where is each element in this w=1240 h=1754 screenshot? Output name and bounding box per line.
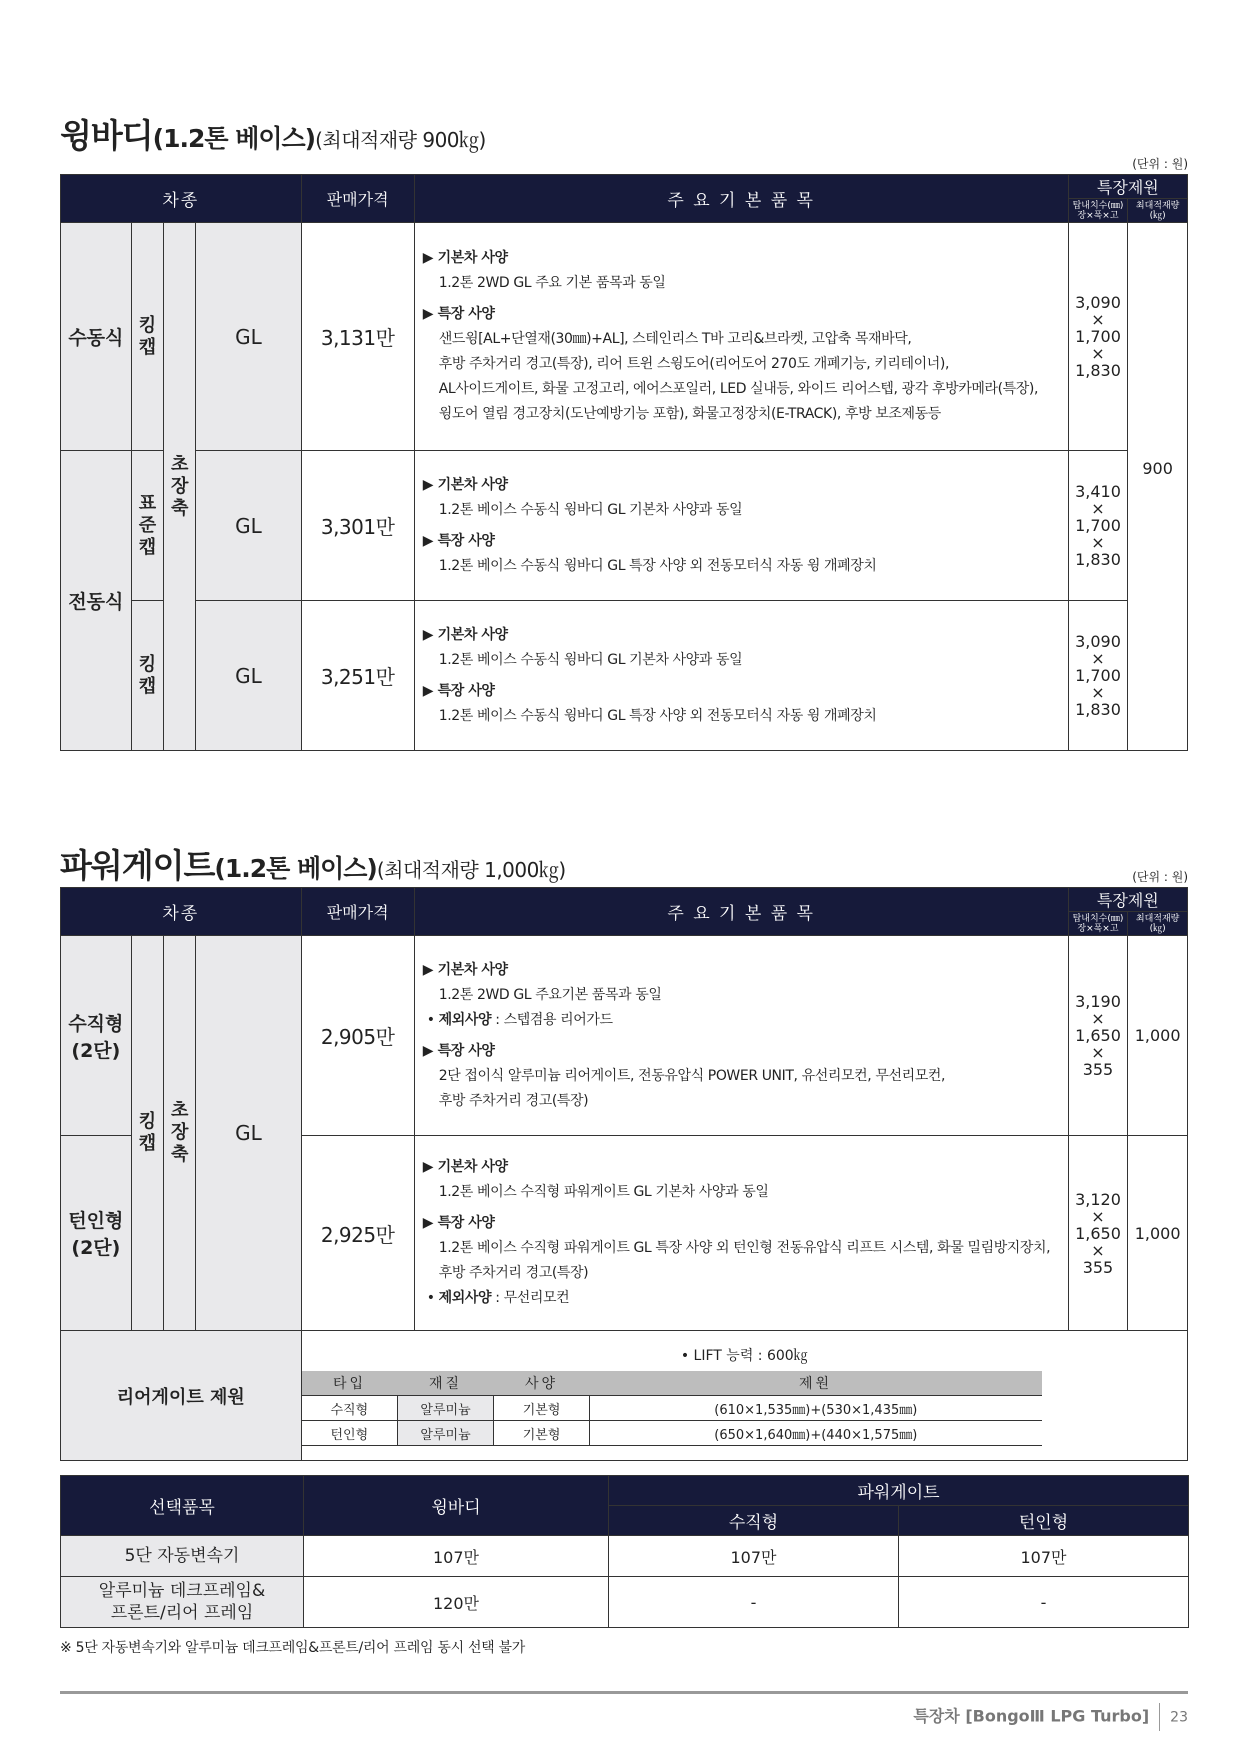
opt-header-turnin: 턴인형 — [899, 1506, 1189, 1536]
max-load: 900 — [1128, 223, 1188, 751]
header-model: 차종 — [61, 888, 302, 936]
wingbody-table — [60, 174, 1188, 751]
gate-type: 수직형 (2단) — [61, 936, 132, 1136]
wingbody-row — [61, 223, 1188, 451]
header-special: 특장제원 — [1068, 888, 1187, 912]
footer-label: 특장차 [BongoⅢ LPG Turbo] — [913, 1706, 1150, 1726]
section2-title: 파워게이트(1.2톤 베이스)(최대적재량 1,000㎏) — [60, 846, 566, 885]
rg-header-dim: 제원 — [590, 1371, 1042, 1396]
table-row: 수직형 알루미늄 기본형 (610×1,535㎜)+(530×1,435㎜) — [302, 1396, 1042, 1421]
rear-gate-row — [61, 1331, 1188, 1461]
axle-type: 초 장 축 — [164, 223, 196, 751]
feature-list: ▶ 기본차 사양 1.2톤 2WD GL 주요 기본 품목과 동일 ▶ 특장 사양 샌드윙[AL+단열재(30㎜)+AL], 스테인리스 T바 고리&브라켓, 고압축 목재바닥, 후방 주차거리 경고(특장), 리어 트윈 스윙도어(리어도어 270도 개폐기능, 키리테이너), AL사이드게이트, 화물 고정고리, 에어스포일러, LED 실내등, 와이드 리어스텝, 광각 후방카메라(특장), 윙도어 열림 경고장치(도난예방기능 포함), 화물고정장치(E-TRACK), 후방 보조제동등 — [414, 223, 1068, 451]
option-name: 5단 자동변속기 — [61, 1536, 304, 1577]
option-price-wing: 120만 — [304, 1577, 609, 1628]
price: 3,251만 — [301, 601, 414, 751]
wingbody-row — [61, 451, 1188, 601]
cab-type: 킹 캡 — [131, 223, 163, 451]
wingbody-row — [61, 601, 1188, 751]
rg-header-spec: 사양 — [494, 1371, 590, 1396]
grade: GL — [196, 936, 301, 1331]
header-features: 주 요 기 본 품 목 — [414, 888, 1068, 936]
header-load: 최대적재량 (㎏) — [1128, 199, 1188, 223]
option-price-turnin: 107만 — [899, 1536, 1189, 1577]
feature-list: ▶ 기본차 사양 1.2톤 베이스 수동식 윙바디 GL 기본차 사양과 동일 ▶ 특장 사양 1.2톤 베이스 수동식 윙바디 GL 특장 사양 외 전동모터식 자동 윙 개폐장치 — [414, 601, 1068, 751]
option-price-vertical: 107만 — [609, 1536, 899, 1577]
footer — [913, 1703, 1188, 1731]
option-name: 알루미늄 데크프레임& 프론트/리어 프레임 — [61, 1577, 304, 1628]
lift-capacity: • LIFT 능력 : 600㎏ — [680, 1347, 808, 1364]
axle-type: 초 장 축 — [164, 936, 196, 1331]
option-price-vertical: - — [609, 1577, 899, 1628]
header-load: 최대적재량 (㎏) — [1128, 912, 1188, 936]
option-price-turnin: - — [899, 1577, 1189, 1628]
section1-title: 윙바디(1.2톤 베이스)(최대적재량 900㎏) — [60, 116, 486, 155]
cab-type: 표 준 캡 — [131, 451, 163, 601]
grade: GL — [196, 223, 301, 451]
header-dim: 탑내치수(㎜) 장×폭×고 — [1068, 912, 1128, 936]
header-dim: 탑내치수(㎜) 장×폭×고 — [1068, 199, 1128, 223]
grade: GL — [196, 451, 301, 601]
cab-type: 킹 캡 — [131, 936, 163, 1331]
feature-list: ▶ 기본차 사양 1.2톤 베이스 수직형 파워게이트 GL 기본차 사양과 동일 ▶ 특장 사양 1.2톤 베이스 수직형 파워게이트 GL 특장 사양 외 턴인형 전동유압식 리프트 시스템, 화물 밀림방지장치, 후방 주차거리 경고(특장) • 제외사양 : 무선리모컨 — [414, 1136, 1068, 1331]
price: 2,925만 — [301, 1136, 414, 1331]
page-number: 23 — [1170, 1709, 1188, 1726]
price: 3,131만 — [301, 223, 414, 451]
feature-list: ▶ 기본차 사양 1.2톤 베이스 수동식 윙바디 GL 기본차 사양과 동일 ▶ 특장 사양 1.2톤 베이스 수동식 윙바디 GL 특장 사양 외 전동모터식 자동 윙 개폐장치 — [414, 451, 1068, 601]
options-table — [60, 1475, 1189, 1628]
section2-unit: (단위 : 원) — [1132, 870, 1188, 884]
header-price: 판매가격 — [301, 888, 414, 936]
dimensions: 3,410 × 1,700 × 1,830 — [1068, 451, 1128, 601]
rear-gate-table — [302, 1371, 1042, 1447]
rg-header-material: 재질 — [398, 1371, 494, 1396]
max-load: 1,000 — [1128, 1136, 1188, 1331]
footer-separator — [1159, 1703, 1160, 1731]
price: 3,301만 — [301, 451, 414, 601]
table-row — [61, 1536, 1189, 1577]
option-price-wing: 107만 — [304, 1536, 609, 1577]
powergate-row — [61, 936, 1188, 1136]
opt-header-wing: 윙바디 — [304, 1476, 609, 1536]
drive-type: 전동식 — [61, 451, 132, 751]
header-special: 특장제원 — [1068, 175, 1187, 199]
rear-gate-spec — [301, 1331, 1187, 1461]
opt-header-item: 선택품목 — [61, 1476, 304, 1536]
header-model: 차종 — [61, 175, 302, 223]
table-row: 턴인형 알루미늄 기본형 (650×1,640㎜)+(440×1,575㎜) — [302, 1421, 1042, 1446]
rg-header-type: 타입 — [302, 1371, 398, 1396]
rear-gate-label: 리어게이트 제원 — [61, 1331, 302, 1461]
drive-type: 수동식 — [61, 223, 132, 451]
feature-list: ▶ 기본차 사양 1.2톤 2WD GL 주요기본 품목과 동일 • 제외사양 : 스텝겸용 리어가드 ▶ 특장 사양 2단 접이식 알루미늄 리어게이트, 전동유압식 POWER UNIT, 유선리모컨, 무선리모컨, 후방 주차거리 경고(특장) — [414, 936, 1068, 1136]
dimensions: 3,090 × 1,700 × 1,830 — [1068, 223, 1128, 451]
dimensions: 3,120 × 1,650 × 355 — [1068, 1136, 1128, 1331]
header-price: 판매가격 — [301, 175, 414, 223]
footer-divider — [60, 1691, 1188, 1694]
gate-type: 턴인형 (2단) — [61, 1136, 132, 1331]
section1-unit: (단위 : 원) — [1132, 157, 1188, 171]
dimensions: 3,190 × 1,650 × 355 — [1068, 936, 1128, 1136]
table-row — [61, 1577, 1189, 1628]
option-note: ※ 5단 자동변속기와 알루미늄 데크프레임&프론트/리어 프레임 동시 선택 불가 — [60, 1640, 525, 1656]
header-features: 주 요 기 본 품 목 — [414, 175, 1068, 223]
opt-header-vertical: 수직형 — [609, 1506, 899, 1536]
powergate-table — [60, 887, 1188, 1461]
price: 2,905만 — [301, 936, 414, 1136]
max-load: 1,000 — [1128, 936, 1188, 1136]
opt-header-power: 파워게이트 — [609, 1476, 1189, 1506]
cab-type: 킹 캡 — [131, 601, 163, 751]
dimensions: 3,090 × 1,700 × 1,830 — [1068, 601, 1128, 751]
grade: GL — [196, 601, 301, 751]
